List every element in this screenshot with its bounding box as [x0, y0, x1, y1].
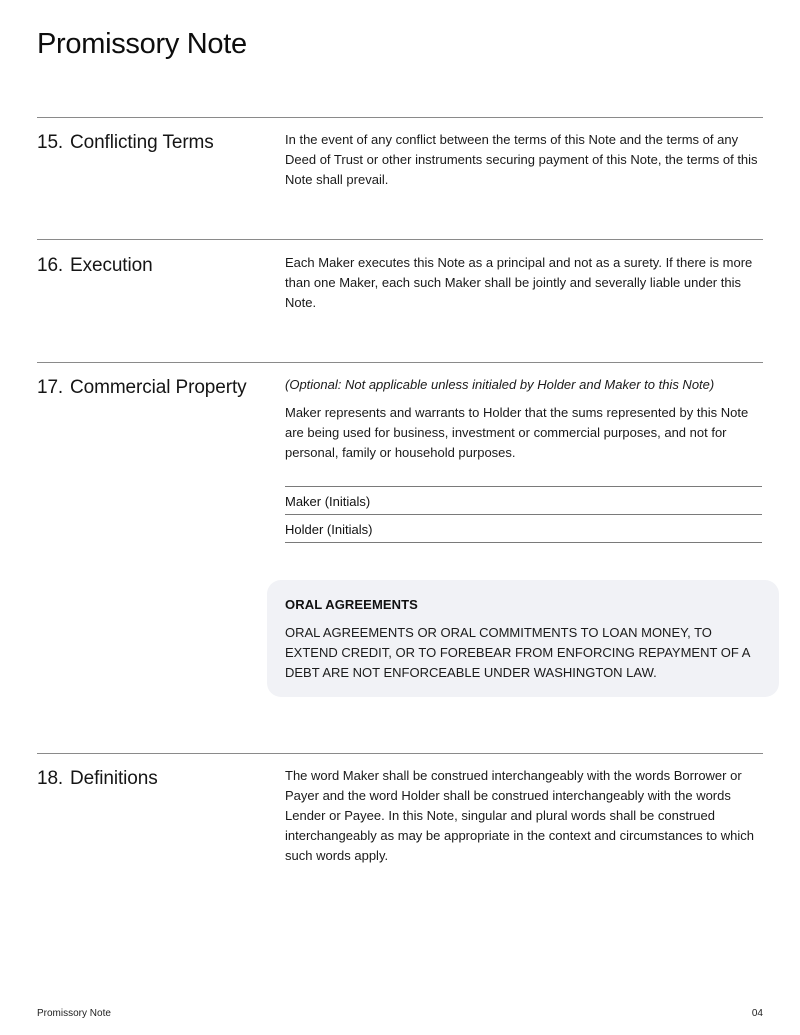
- section-heading-conflicting-terms: [37, 132, 214, 154]
- section-divider: [37, 117, 763, 118]
- section-heading-definitions: [37, 768, 158, 790]
- initials-line: [285, 486, 762, 487]
- section-divider: [37, 239, 763, 240]
- oral-agreements-callout: [267, 580, 779, 697]
- holder-initials-field[interactable]: Holder (Initials): [285, 522, 373, 537]
- maker-initials-field[interactable]: Maker (Initials): [285, 494, 371, 509]
- section-divider: [37, 362, 763, 363]
- footer-page-number: 04: [751, 1008, 763, 1019]
- callout-title: ORAL AGREEMENTS: [285, 597, 418, 612]
- initials-line: [285, 514, 762, 515]
- section-title: Commercial Property: [70, 377, 247, 398]
- section-number: 16.: [37, 255, 64, 276]
- section-number: 18.: [37, 768, 64, 789]
- section-heading-commercial-property: [37, 377, 247, 399]
- initials-line: [285, 542, 762, 543]
- section-body-commercial-property: Maker represents and warrants to Holder that the sums represented by this Note are being used for business, investment or commercial purposes, and not for personal, family or household purposes.: [285, 405, 749, 460]
- footer-document-name: Promissory Note: [37, 1008, 111, 1019]
- section-body-definitions: The word Maker shall be construed interchangeably with the words Borrower or Payer and the word Holder shall be construed interchangeably with the words Lender or Payee. In this Note, singular and plural words shall be construed interchangeably as may be appropriate in the context and circumstances to which such words apply.: [285, 768, 754, 863]
- section-title: Conflicting Terms: [70, 132, 214, 153]
- callout-text: ORAL AGREEMENTS OR ORAL COMMITMENTS TO LOAN MONEY, TO EXTEND CREDIT, OR TO FOREBEAR FROM ENFORCING REPAYMENT OF A DEBT ARE NOT ENFORCEABLE UNDER WASHINGTON LAW.: [285, 625, 750, 680]
- section-optional-note: (Optional: Not applicable unless initialed by Holder and Maker to this Note): [285, 377, 715, 392]
- section-title: Execution: [70, 255, 153, 276]
- section-title: Definitions: [70, 768, 158, 789]
- page-title: Promissory Note: [37, 28, 247, 60]
- section-body-execution: Each Maker executes this Note as a principal and not as a surety. If there is more than one Maker, each such Maker shall be jointly and severally liable under this Note.: [285, 255, 753, 310]
- section-body-conflicting-terms: In the event of any conflict between the terms of this Note and the terms of any Deed of Trust or other instruments securing payment of this Note, the terms of this Note shall prevail.: [285, 132, 758, 187]
- section-divider: [37, 753, 763, 754]
- section-number: 17.: [37, 377, 64, 398]
- section-heading-execution: [37, 255, 153, 277]
- section-number: 15.: [37, 132, 64, 153]
